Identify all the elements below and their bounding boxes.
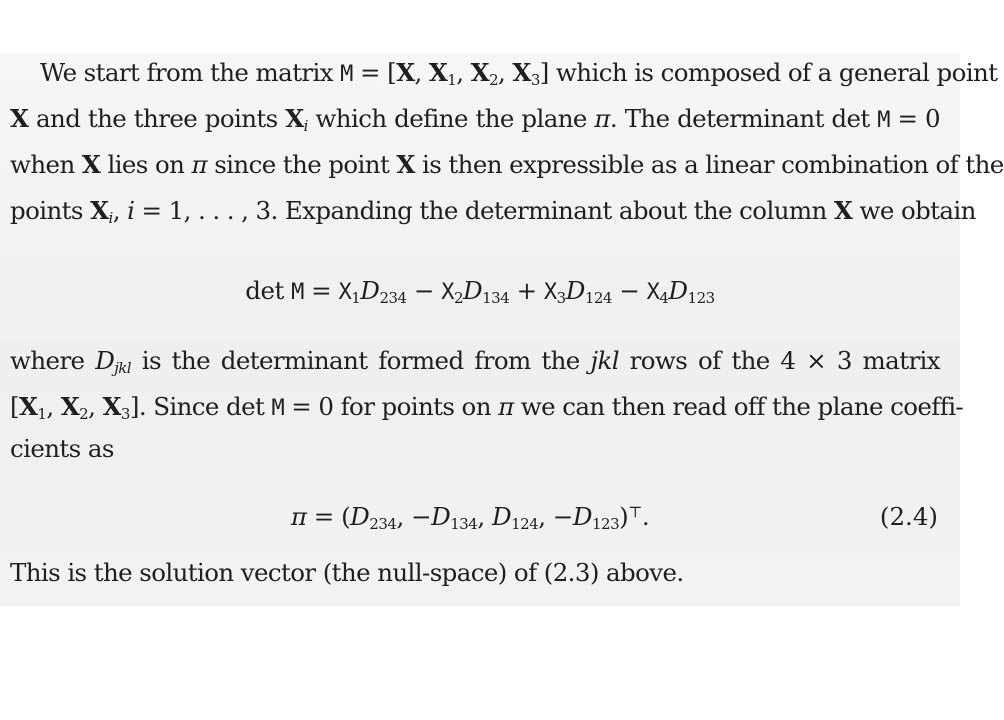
paragraph-2-line-1: where $D_{jkl}$ is the determinant formed from the jkl rows of the 4 × 3 matrix: [10, 346, 941, 377]
paragraph-1-line-4: points $X_i$, i = 1, . . . , 3. Expanding the determinant about the column X we obtain: [10, 196, 976, 227]
paragraph-2-line-2: [$X_1$, $X_2$, $X_3$]. Since det M = 0 for points on π we can then read off the plane coeffi-: [10, 392, 964, 423]
paragraph-1-line-2: X and the three points $X_i$ which define the plane π. The determinant det M = 0: [10, 104, 941, 135]
equation-number: (2.4): [879, 502, 938, 531]
equation-plane-vector: $\pi = (D_{234}$, $-D_{134}$, $D_{124}$, $-D_{123})^⊤$.: [290, 502, 650, 533]
paragraph-1-line-1: We start from the matrix M = [X, $X_1$, $X_2$, $X_3$] which is composed of a general point: [40, 58, 998, 89]
paragraph-1-line-3: when X lies on π since the point X is then expressible as a linear combination of the: [10, 150, 1004, 179]
paragraph-2-line-3: cients as: [10, 434, 114, 463]
scanned-text-page: [0, 54, 1004, 606]
equation-det-expansion: $\det M = X_1D_{234} - X_2D_{134} + X_3D_{124} - X_4D_{123}$: [245, 276, 715, 307]
paragraph-3: This is the solution vector (the null-space) of (2.3) above.: [10, 558, 684, 587]
